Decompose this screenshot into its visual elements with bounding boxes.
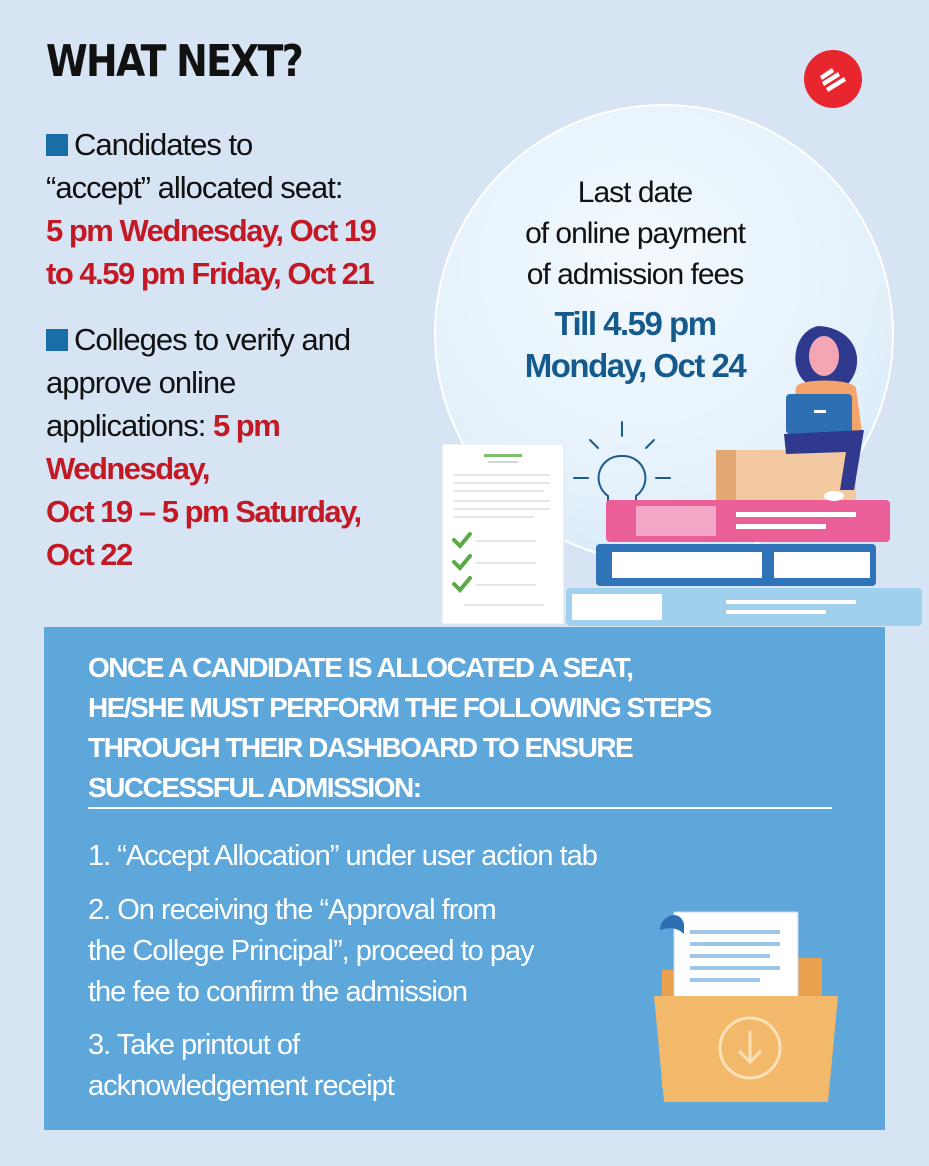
step-text: the College Principal”, proceed to pay (88, 935, 534, 967)
item-deadline: Wednesday, (46, 451, 210, 486)
step-1 (88, 836, 788, 877)
payment-text: of online payment (525, 217, 745, 250)
step-2 (88, 890, 648, 1013)
step-3 (88, 1025, 648, 1107)
bullet-square-icon (46, 329, 68, 351)
payment-deadline-line: Till 4.59 pm (554, 305, 716, 342)
divider (88, 807, 832, 809)
heading-line: THROUGH THEIR DASHBOARD TO ENSURE (88, 732, 633, 763)
step-text: 1. “Accept Allocation” under user action tab (88, 840, 597, 872)
step-text: 3. Take printout of (88, 1029, 300, 1061)
item-text: “accept” allocated seat: (46, 170, 343, 205)
payment-text: Last date (577, 176, 693, 209)
step-text: 2. On receiving the “Approval from (88, 894, 496, 926)
item-deadline: to 4.59 pm Friday, Oct 21 (46, 256, 374, 291)
heading-line: HE/SHE MUST PERFORM THE FOLLOWING STEPS (88, 692, 711, 723)
heading-line: SUCCESSFUL ADMISSION: (88, 772, 421, 803)
step-text: the fee to confirm the admission (88, 976, 468, 1008)
item-deadline: Oct 19 – 5 pm Saturday, (46, 494, 361, 529)
item-text: Candidates to (74, 127, 253, 162)
heading-line: ONCE A CANDIDATE IS ALLOCATED A SEAT, (88, 652, 633, 683)
student-with-laptop-illustration (780, 318, 890, 508)
document-checklist-illustration (442, 444, 566, 624)
step-text: acknowledgement receipt (88, 1070, 394, 1102)
item-deadline: 5 pm (212, 408, 280, 443)
bullet-square-icon (46, 134, 68, 156)
timeline-item-verify-applications (46, 318, 446, 576)
payment-deadline-line: Monday, Oct 24 (524, 347, 746, 384)
item-text: approve online (46, 365, 236, 400)
timeline-item-accept-seat (46, 123, 446, 295)
payment-deadline (470, 303, 800, 387)
item-deadline: Oct 22 (46, 537, 132, 572)
item-deadline: 5 pm Wednesday, Oct 19 (46, 213, 376, 248)
payment-deadline-block (470, 172, 800, 387)
logo-icon (804, 50, 862, 108)
item-text: Colleges to verify and (74, 322, 351, 357)
page-title: WHAT NEXT? (46, 36, 302, 87)
folder-download-illustration (650, 900, 842, 1106)
payment-text: of admission fees (526, 258, 744, 291)
steps-heading (88, 648, 808, 808)
item-text: applications: (46, 408, 213, 443)
